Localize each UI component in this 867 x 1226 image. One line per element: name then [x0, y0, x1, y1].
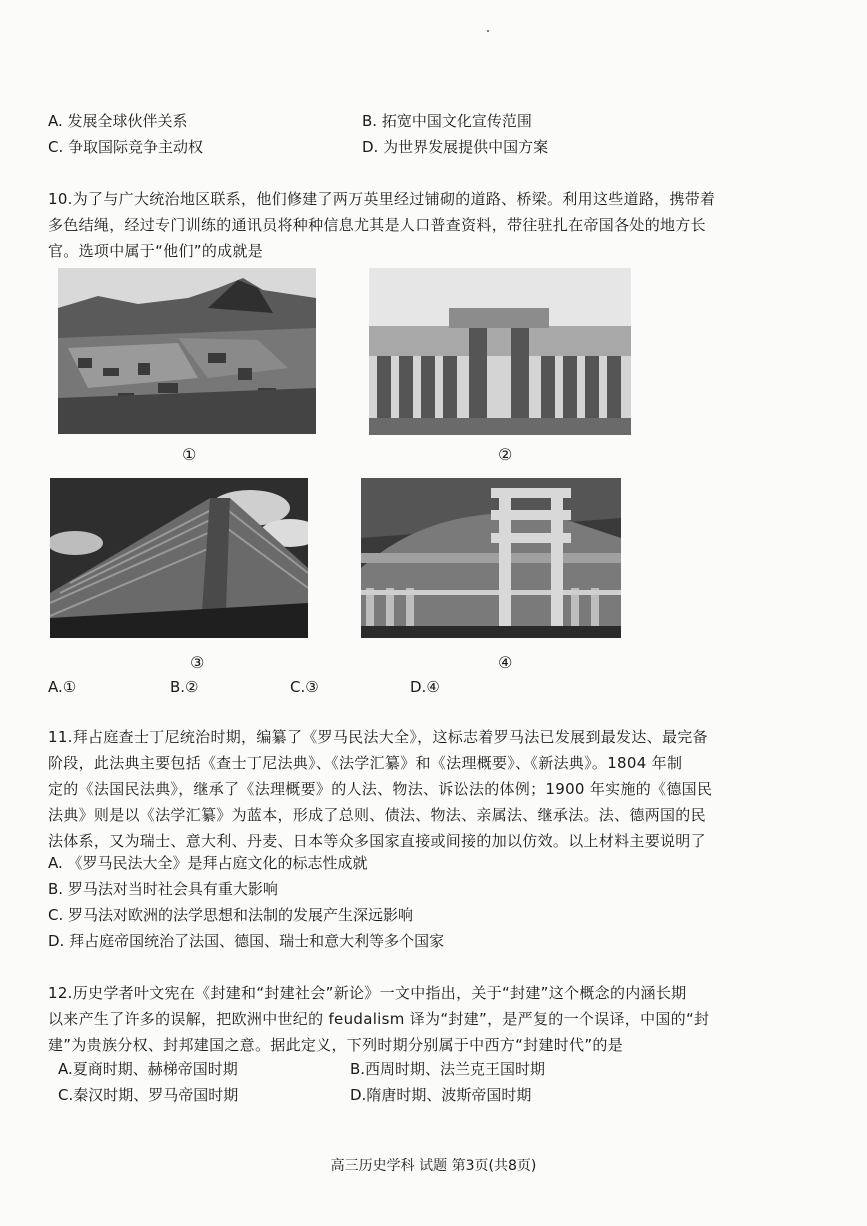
- photo-machu-picchu: [58, 268, 316, 434]
- q10-stem: [48, 186, 808, 264]
- q10-line: 官。选项中属于“他们”的成就是: [48, 242, 264, 260]
- q9-option-c: C. 争取国际竞争主动权: [48, 138, 204, 156]
- figure-label-2: ②: [498, 445, 513, 464]
- q12-option-c: C.秦汉时期、罗马帝国时期: [58, 1086, 239, 1104]
- q12-line: 建”为贵族分权、封邦建国之意。据此定义，下列时期分别属于中西方“封建时代”的是: [48, 1036, 624, 1054]
- q11-line: 定的《法国民法典》，继承了《法理概要》的人法、物法、诉讼法的体例；1900 年实施的《德国民: [48, 780, 713, 798]
- q12-stem: [48, 980, 808, 1058]
- q11-line: 法体系，又为瑞士、意大利、丹麦、日本等众多国家直接或间接的加以仿效。以上材料主要说明了: [48, 832, 706, 850]
- q10-line: 10.为了与广大统治地区联系，他们修建了两万英里经过铺砌的道路、桥梁。利用这些道路，携带着: [48, 190, 716, 208]
- q9-option-d: D. 为世界发展提供中国方案: [362, 138, 549, 156]
- q11-line: 阶段，此法典主要包括《查士丁尼法典》、《法学汇纂》和《法理概要》、《新法典》。1804 年制: [48, 754, 683, 772]
- q10-option-b: B.②: [170, 678, 199, 696]
- q12-line: 以来产生了许多的误解，把欧洲中世纪的 feudalism 译为“封建”，是严复的一个误译，中国的“封: [48, 1010, 710, 1028]
- photo-mayan-pyramid: [50, 478, 308, 638]
- q11-option-c: C. 罗马法对欧洲的法学思想和法制的发展产生深远影响: [48, 906, 414, 924]
- q12-line: 12.历史学者叶文宪在《封建和“封建社会”新论》一文中指出，关于“封建”这个概念的内涵长期: [48, 984, 687, 1002]
- photo-sanchi-stupa: [361, 478, 621, 638]
- q11-option-d: D. 拜占庭帝国统治了法国、德国、瑞士和意大利等多个国家: [48, 932, 445, 950]
- q12-option-d: D.隋唐时期、波斯帝国时期: [350, 1086, 532, 1104]
- q11-option-b: B. 罗马法对当时社会具有重大影响: [48, 880, 278, 898]
- figure-label-1: ①: [182, 445, 197, 464]
- page-footer: 高三历史学科 试题 第3页(共8页): [330, 1158, 537, 1174]
- q10-option-d: D.④: [410, 678, 440, 696]
- q11-option-a: A. 《罗马民法大全》是拜占庭文化的标志性成就: [48, 854, 368, 872]
- q12-option-a: A.夏商时期、赫梯帝国时期: [58, 1060, 238, 1078]
- q12-option-b: B.西周时期、法兰克王国时期: [350, 1060, 546, 1078]
- q9-option-b: B. 拓宽中国文化宣传范围: [362, 112, 532, 130]
- q10-option-a: A.①: [48, 678, 77, 696]
- q10-option-c: C.③: [290, 678, 319, 696]
- q10-line: 多色结绳，经过专门训练的通讯员将种种信息尤其是人口普查资料，带往驻扎在帝国各处的地方长: [48, 216, 706, 234]
- photo-egyptian-temple: [369, 268, 631, 435]
- q11-stem: [48, 724, 808, 854]
- figure-label-3: ③: [190, 653, 205, 672]
- q11-line: 法典》则是以《法学汇纂》为蓝本，形成了总则、债法、物法、亲属法、继承法。法、德两国的民: [48, 806, 706, 824]
- q11-line: 11.拜占庭查士丁尼统治时期，编纂了《罗马民法大全》，这标志着罗马法已发展到最发达、最完备: [48, 728, 708, 746]
- figure-label-4: ④: [498, 653, 513, 672]
- scan-speck: [487, 30, 489, 32]
- q9-option-a: A. 发展全球伙伴关系: [48, 112, 188, 130]
